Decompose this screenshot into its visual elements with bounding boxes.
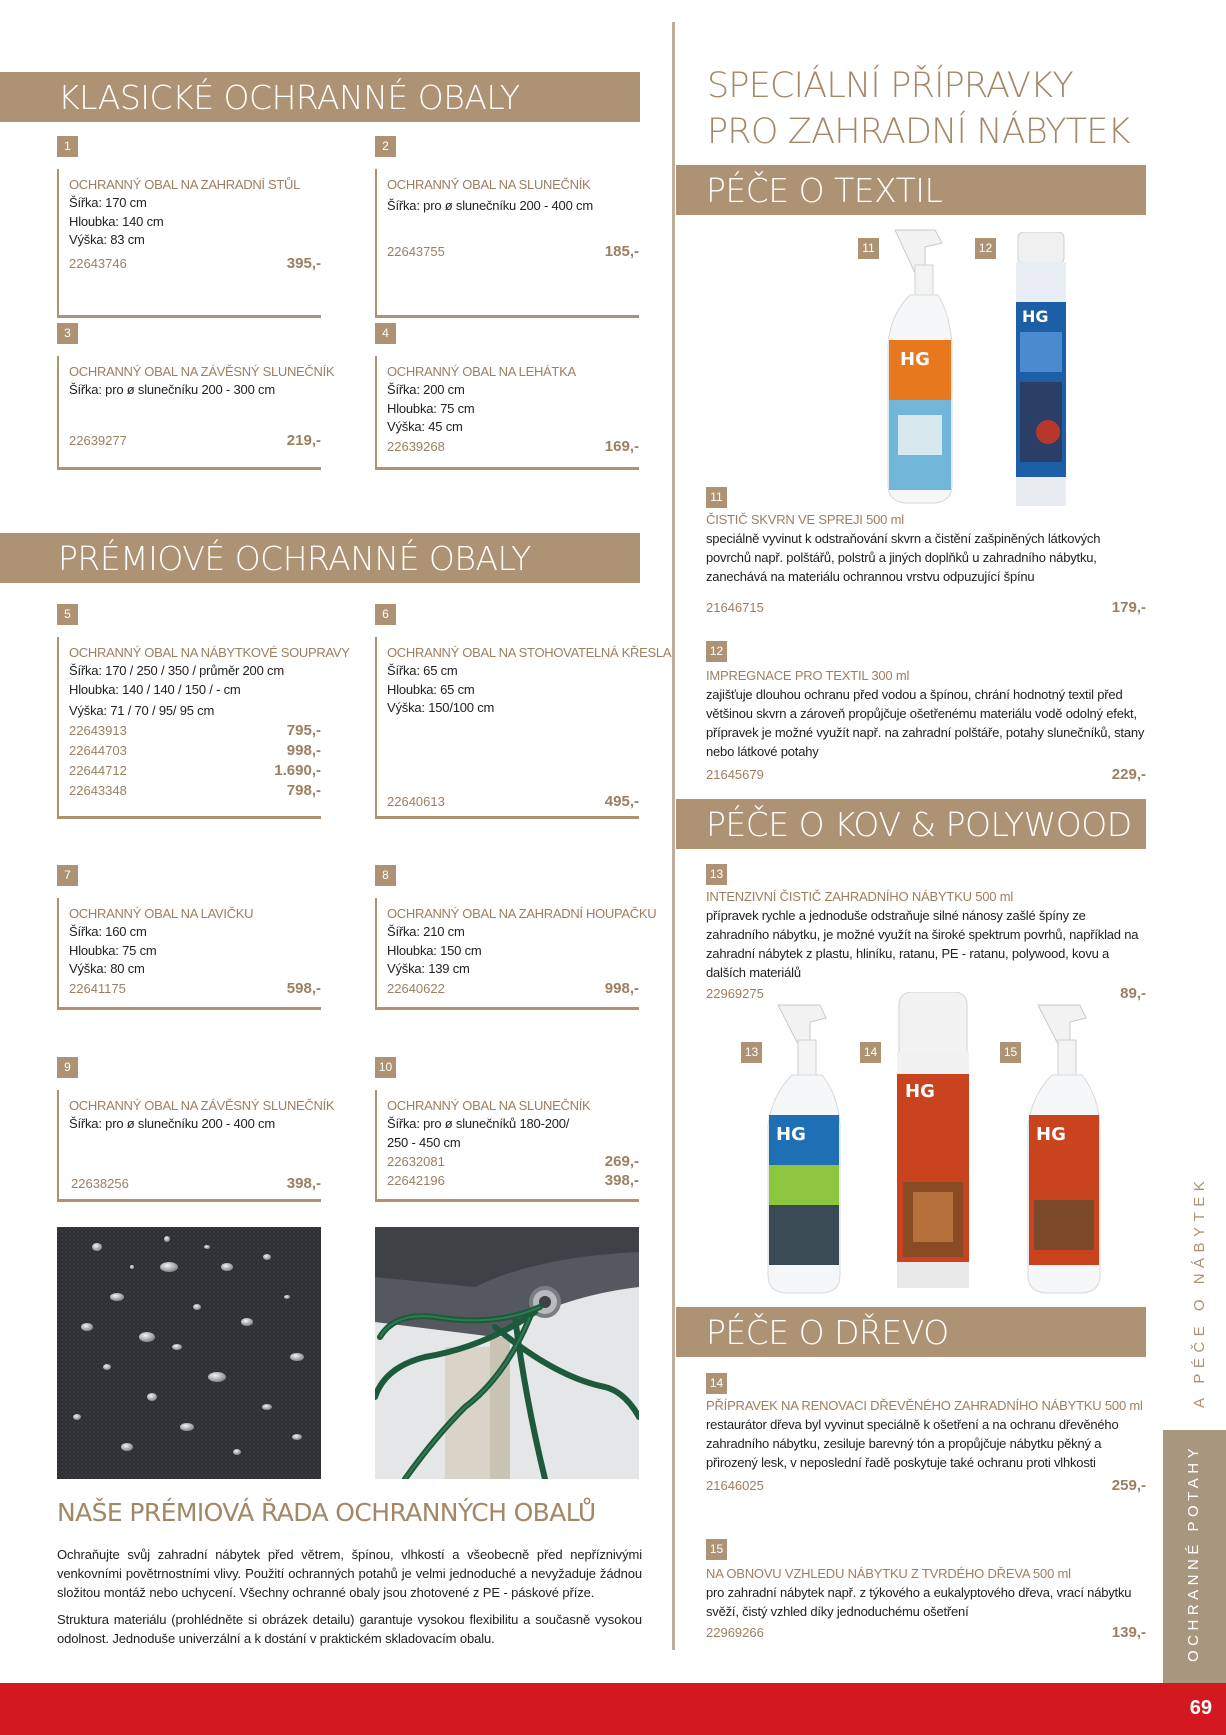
- item-code: 21645679: [706, 767, 764, 782]
- item-code: 22639268: [387, 438, 445, 454]
- item-number: 1: [57, 136, 78, 157]
- item-spec: Šířka: 65 cm: [387, 663, 458, 678]
- item-code: 22644703: [69, 742, 127, 758]
- item-title: OCHRANNÝ OBAL NA LAVIČKU: [69, 906, 254, 921]
- product-card-9[interactable]: [57, 1057, 335, 1207]
- item-title: PŘÍPRAVEK NA RENOVACI DŘEVĚNÉHO ZAHRADNÍHO NÁBYTKU 500 ml: [706, 1398, 1143, 1413]
- item-spec: Šířka: pro ø slunečníků 180-200/: [387, 1116, 570, 1131]
- product-card-4[interactable]: [375, 323, 639, 473]
- item-spec: Šířka: 170 / 250 / 350 / průměr 200 cm: [69, 663, 284, 678]
- product-card-5[interactable]: [57, 604, 350, 819]
- item-price: 169,-: [604, 437, 639, 455]
- page-number: 69: [1189, 1697, 1212, 1719]
- product-item-14[interactable]: [706, 1396, 1146, 1495]
- item-number-13: 13: [706, 864, 727, 885]
- item-title: IMPREGNACE PRO TEXTIL 300 ml: [706, 668, 910, 683]
- item-price: 798,-: [286, 781, 321, 799]
- promo-paragraph-1: Ochraňujte svůj zahradní nábytek před větrem, špínou, vlhkostí a všeobecně před nepříznivými venkovními povětrnostními vlivy. Použití ochranných potahů je velmi jednoduché a nevyžaduje žádnou složitou montáž nebo uchycení. Všechny ochranné obaly jsou zhotovené z PE - páskové příze.: [57, 1547, 642, 1600]
- image-label-14: 14: [860, 1042, 881, 1063]
- column-divider: [672, 22, 675, 1650]
- item-number: 6: [375, 604, 396, 625]
- item-number: 10: [375, 1057, 396, 1078]
- item-code: 22643755: [387, 243, 445, 259]
- item-code: 22639277: [69, 432, 127, 448]
- item-spec: Výška: 150/100 cm: [387, 700, 495, 715]
- item-description: přípravek rychle a jednoduše odstraňuje silné nánosy zašlé špíny ze zahradního nábytku, je možné využít na široké spektrum povrhů, například na zahradní nábytek z plastu, hliníku, ratanu, PE - ratanu, polywood, kovu a dalších materiálů: [706, 908, 1139, 980]
- classic-heading-band: [0, 72, 640, 122]
- item-number: 2: [375, 136, 396, 157]
- item-price: 219,-: [286, 431, 321, 449]
- item-number-14: 14: [706, 1373, 727, 1394]
- promo-paragraph-2: Struktura materiálu (prohlédněte si obrázek detailu) garantuje vysokou flexibilitu a současně vysokou odolnost. Jednoduše univerzální a k dostání v praktickém skladovacím obalu.: [57, 1612, 642, 1646]
- item-code: 22643746: [69, 255, 127, 271]
- item-description: speciálně vyvinut k odstraňování skvrn a čistění zašpiněných látkových povrchů např. polštářů, polstrů a jiných doplňků u zahradního nábytku, zanechává na materiálu ochrannou vrstvu odpuzující špínu: [706, 531, 1101, 584]
- item-spec: Výška: 80 cm: [69, 961, 145, 976]
- item-spec: Šířka: pro ø slunečníku 200 - 400 cm: [69, 1116, 275, 1131]
- item-title: OCHRANNÝ OBAL NA STOHOVATELNÁ KŘESLA: [387, 645, 672, 660]
- image-label-15: 15: [1000, 1042, 1021, 1063]
- item-price: 1.690,-: [274, 761, 321, 779]
- item-price: 269,-: [604, 1153, 639, 1170]
- item-price: 398,-: [286, 1174, 321, 1192]
- textile-impregnation-spray-can: [1010, 232, 1072, 510]
- item-spec: Šířka: 210 cm: [387, 924, 465, 939]
- item-spec: 250 - 450 cm: [387, 1134, 461, 1150]
- stain-remover-spray-bottle: [880, 225, 960, 507]
- hg-logo: HG: [776, 1124, 806, 1145]
- item-number: 9: [57, 1057, 78, 1078]
- product-card-1[interactable]: [57, 136, 321, 286]
- item-description: zajišťuje dlouhou ochranu před vodou a špínou, chrání hodnotný textil před většinou skvrn a zároveň propůjčuje ošetřenému materiálu vodě odolný efekt, přípravek je možné využít např. na zahradní polštáře, potahy slunečníků, stany nebo látkové potahy: [706, 687, 1145, 759]
- metal-care-heading: PÉČE O KOV & POLYWOOD: [706, 805, 1132, 844]
- hg-logo: HG: [1036, 1124, 1066, 1145]
- card-box: [57, 1090, 335, 1202]
- promo-heading: NAŠE PRÉMIOVÁ ŘADA OCHRANNÝCH OBALŮ: [57, 1498, 596, 1527]
- product-card-3[interactable]: [57, 323, 335, 473]
- classic-heading: KLASICKÉ OCHRANNÉ OBALY: [58, 78, 520, 117]
- item-price: 139,-: [1111, 1624, 1146, 1641]
- item-number-11: 11: [706, 487, 727, 508]
- item-spec: Šířka: 160 cm: [69, 924, 147, 939]
- sidebar-category-label: A PÉČE O NÁBYTEK: [1191, 1175, 1208, 1408]
- hg-logo: HG: [900, 349, 930, 370]
- wood-care-heading: PÉČE O DŘEVO: [706, 1313, 949, 1352]
- premium-heading: PRÉMIOVÉ OCHRANNÉ OBALY: [58, 539, 531, 578]
- item-code: 22632081: [387, 1154, 445, 1169]
- item-code: 22640613: [387, 793, 445, 809]
- item-price: 795,-: [286, 721, 321, 739]
- item-code: 22640622: [387, 980, 445, 996]
- product-card-10[interactable]: [375, 1057, 639, 1207]
- right-heading-line-1: SPECIÁLNÍ PŘÍPRAVKY: [707, 66, 1073, 106]
- image-label-13: 13: [741, 1042, 762, 1063]
- item-price: 89,-: [1120, 985, 1146, 1002]
- item-code: 22969275: [706, 986, 764, 1001]
- card-box: [57, 356, 335, 470]
- item-code: 21646715: [706, 600, 764, 615]
- card-box: [375, 356, 639, 470]
- image-label-12: 12: [975, 238, 996, 259]
- image-label-11: 11: [858, 238, 879, 259]
- hg-logo: HG: [1022, 307, 1049, 326]
- item-title: OCHRANNÝ OBAL NA SLUNEČNÍK: [387, 177, 591, 192]
- card-box: [57, 898, 321, 1010]
- item-spec: Šířka: 170 cm: [69, 195, 147, 210]
- item-spec: Šířka: pro ø slunečníku 200 - 300 cm: [69, 382, 275, 397]
- item-number: 4: [375, 323, 396, 344]
- item-title: OCHRANNÝ OBAL NA ZAHRADNÍ HOUPAČKU: [387, 906, 657, 921]
- wood-care-band: [676, 1307, 1146, 1357]
- item-code: 22643913: [69, 722, 127, 738]
- item-price: 998,-: [604, 979, 639, 997]
- item-number: 3: [57, 323, 78, 344]
- item-spec: Hloubka: 140 cm: [69, 213, 164, 229]
- premium-heading-band: [0, 533, 640, 583]
- textile-care-heading: PÉČE O TEXTIL: [706, 171, 943, 210]
- item-price: 495,-: [604, 792, 639, 810]
- metal-care-band: [676, 799, 1146, 849]
- item-code: 22644712: [69, 762, 127, 778]
- item-spec: Šířka: 200 cm: [387, 382, 465, 397]
- wood-restorer-spray-can: [893, 992, 973, 1292]
- item-spec: Šířka: pro ø slunečníku 200 - 400 cm: [387, 198, 593, 213]
- item-price: 259,-: [1111, 1477, 1146, 1494]
- product-card-8[interactable]: [375, 865, 657, 1015]
- item-spec: Výška: 83 cm: [69, 232, 145, 247]
- item-code: 22643348: [69, 782, 127, 798]
- hg-logo: HG: [905, 1081, 935, 1102]
- item-price: 185,-: [604, 242, 639, 260]
- card-box: [375, 169, 639, 318]
- product-item-13[interactable]: [706, 887, 1146, 1003]
- product-card-2[interactable]: [375, 136, 639, 286]
- item-title: ČISTIČ SKVRN VE SPREJI 500 ml: [706, 512, 904, 527]
- textile-care-band: [676, 165, 1146, 215]
- product-item-11[interactable]: [706, 510, 1146, 617]
- card-box: [375, 637, 672, 819]
- card-box: [375, 898, 657, 1010]
- item-title: OCHRANNÝ OBAL NA SLUNEČNÍK: [387, 1098, 591, 1113]
- item-description: restaurátor dřeva byl vyvinut speciálně k ošetření a na ochranu dřevěného zahradního nábytku, zesiluje barevný tón a propůjčuje nábytku pěkný a přirozený lesk, v neposlední řadě poskytuje také ochranu proti vlhkosti: [706, 1417, 1119, 1470]
- sidebar-tab[interactable]: [1163, 1430, 1226, 1683]
- item-title: OCHRANNÝ OBAL NA LEHÁTKA: [387, 364, 576, 379]
- hardwood-restorer-bottle: [1020, 1000, 1108, 1295]
- item-code: 21646025: [706, 1478, 764, 1493]
- item-number: 5: [57, 604, 78, 625]
- item-spec: Výška: 71 / 70 / 95/ 95 cm: [69, 703, 215, 718]
- sidebar-tab-label: OCHRANNÉ POTAHY: [1185, 1443, 1202, 1662]
- item-number: 8: [375, 865, 396, 886]
- item-title: OCHRANNÝ OBAL NA NÁBYTKOVÉ SOUPRAVY: [69, 645, 350, 660]
- item-spec: Hloubka: 75 cm: [387, 400, 475, 416]
- item-title: OCHRANNÝ OBAL NA ZÁVĚSNÝ SLUNEČNÍK: [69, 364, 335, 379]
- item-code: 22642196: [387, 1173, 445, 1188]
- product-card-6[interactable]: [375, 604, 672, 819]
- item-code: 22969266: [706, 1625, 764, 1640]
- item-spec: Výška: 45 cm: [387, 419, 463, 434]
- item-title: OCHRANNÝ OBAL NA ZÁVĚSNÝ SLUNEČNÍK: [69, 1098, 335, 1113]
- item-price: 179,-: [1111, 599, 1146, 616]
- item-code: 22641175: [69, 980, 126, 996]
- item-price: 229,-: [1111, 766, 1146, 783]
- product-item-15[interactable]: [706, 1564, 1146, 1642]
- right-heading-line-2: PRO ZAHRADNÍ NÁBYTEK: [707, 112, 1130, 152]
- item-number: 7: [57, 865, 78, 886]
- item-title: INTENZIVNÍ ČISTIČ ZAHRADNÍHO NÁBYTKU 500 ml: [706, 889, 1014, 904]
- item-code: 22638256: [71, 1175, 129, 1191]
- item-title: OCHRANNÝ OBAL NA ZAHRADNÍ STŮL: [69, 177, 301, 192]
- item-price: 395,-: [286, 254, 321, 272]
- card-box: [57, 169, 321, 318]
- cord-detail-photo: [375, 1227, 639, 1479]
- item-description: pro zahradní nábytek např. z týkového a eukalyptového dřeva, vrací nábytku svěží, čistý vzhled díky jednoduchému ošetření: [706, 1585, 1132, 1619]
- item-title: NA OBNOVU VZHLEDU NÁBYTKU Z TVRDÉHO DŘEVA 500 ml: [706, 1566, 1071, 1581]
- item-spec: Hloubka: 75 cm: [69, 942, 157, 958]
- product-item-12[interactable]: [706, 666, 1146, 784]
- item-spec: Hloubka: 65 cm: [387, 681, 475, 697]
- card-box: [57, 637, 350, 819]
- intensive-cleaner-bottle: [760, 1000, 848, 1295]
- item-price: 998,-: [286, 741, 321, 759]
- card-box: [375, 1090, 639, 1202]
- item-spec: Výška: 139 cm: [387, 961, 470, 976]
- item-number-12: 12: [706, 641, 727, 662]
- item-spec: Hloubka: 150 cm: [387, 942, 482, 958]
- product-card-7[interactable]: [57, 865, 321, 1015]
- item-price: 598,-: [286, 979, 321, 997]
- item-number-15: 15: [706, 1539, 727, 1560]
- item-price: 398,-: [604, 1172, 639, 1189]
- footer-bar: [0, 1683, 1226, 1735]
- fabric-detail-photo: [57, 1227, 321, 1479]
- item-spec: Hloubka: 140 / 140 / 150 / - cm: [69, 681, 241, 697]
